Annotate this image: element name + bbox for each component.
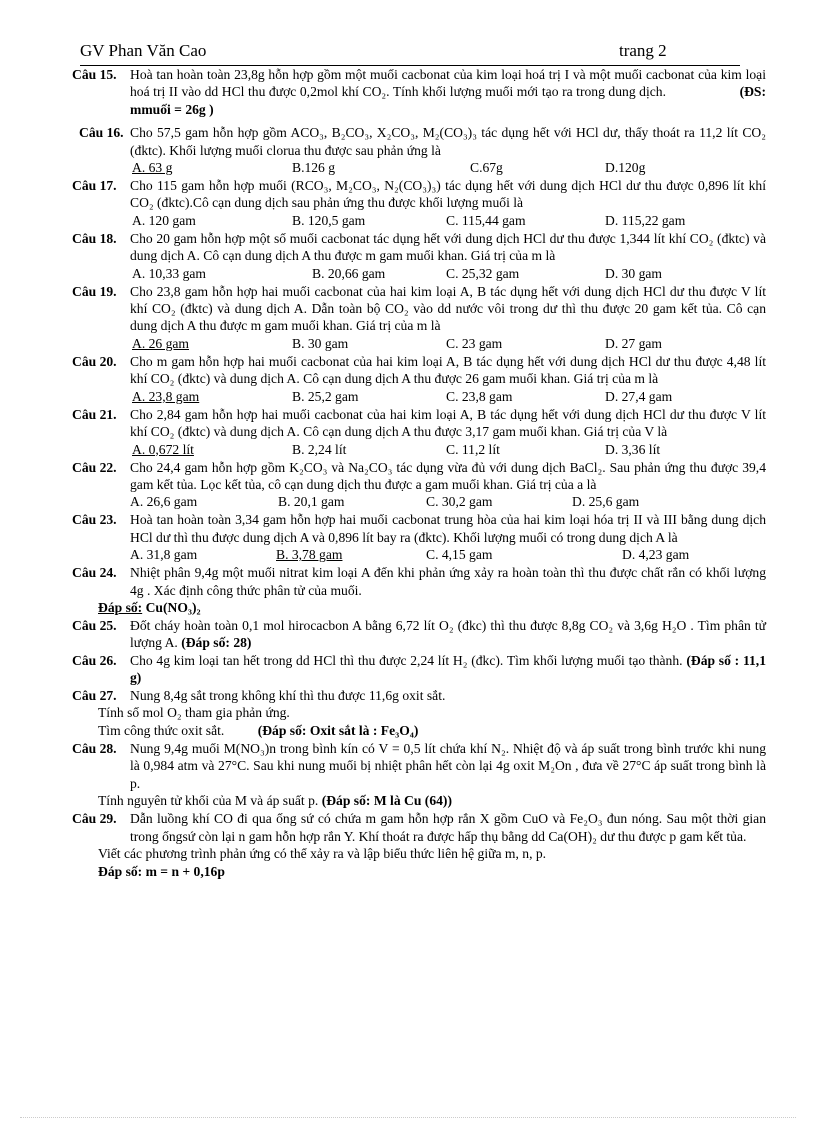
options-21 — [72, 441, 766, 459]
question-number: Câu 23. — [72, 512, 117, 528]
option-d[interactable]: D. 27,4 gam — [605, 388, 673, 404]
question-17 — [72, 177, 766, 212]
question-text: Cho m gam hỗn hợp hai muối cacbonat của hai kim loại A, B tác dụng hết với dung dịch HCl dư thu được 4,48 lít khí CO₂ (đktc) và dung dịch A. Cô cạn dung dịch A thu được 26 gam muối khan. Giá trị của m là — [130, 353, 766, 387]
option-a[interactable]: A. 120 gam — [132, 212, 196, 228]
question-29 — [72, 810, 766, 845]
question-23 — [72, 511, 766, 546]
question-28 — [72, 740, 766, 792]
question-text: Cho 20 gam hỗn hợp một số muối cacbonat tác dụng hết với dung dịch HCl dư thu được 1,344 lít khí CO₂ (đktc) và dung dịch A. Cô cạn dung dịch A thu được m gam muối khan. Giá trị của m là — [130, 230, 766, 264]
options-18 — [72, 265, 766, 283]
options-16 — [72, 159, 766, 177]
answer-text: (Đáp số: Oxit sắt là : Fe₃O₄) — [257, 722, 419, 738]
option-c[interactable]: C. 23 gam — [446, 335, 503, 351]
option-c[interactable]: C. 30,2 gam — [426, 494, 493, 510]
option-a[interactable]: A. 0,672 lít — [132, 441, 194, 457]
option-c[interactable]: C. 23,8 gam — [446, 388, 513, 404]
answer-text: (ĐS: mmuối = 26g ) — [130, 84, 766, 117]
question-20 — [72, 353, 766, 388]
option-a[interactable]: A. 26,6 gam — [130, 494, 198, 510]
question-text: Hoà tan hoàn toàn 3,34 gam hỗn hợp hai muối cacbonat trung hòa của hai kim loại hóa trị II và III bằng dung dịch HCl dư thì thu được dung dịch A và 0,896 lít bay ra (đktc). Khối lượng muối có trong dung dịch A là — [130, 512, 766, 545]
question-number: Câu 16. — [79, 125, 124, 141]
answer-text: (Đáp số: M là Cu (64)) — [321, 793, 452, 809]
option-d[interactable]: D. 3,36 lít — [605, 441, 661, 457]
question-18 — [72, 230, 766, 265]
answer-text: (Đáp số: 28) — [181, 635, 252, 651]
option-d[interactable]: D.120g — [605, 160, 646, 176]
question-number: Câu 15. — [72, 67, 117, 82]
question-number: Câu 26. — [72, 652, 117, 668]
question-27-line2: Tính số mol O₂ tham gia phản ứng. — [98, 704, 290, 720]
question-text: Hoà tan hoàn toàn 23,8g hỗn hợp gồm một muối cacbonat của kim loại hoá trị I và một muối cacbonat của kim loại hoá trị II vào dd HCl thu được 0,2mol khí CO₂. Tính khối lượng muối mới tạo ra trong dung dịch. — [130, 67, 766, 100]
question-number: Câu 28. — [72, 740, 117, 756]
option-c[interactable]: C. 4,15 gam — [426, 547, 493, 563]
page-number: trang 2 — [619, 41, 667, 60]
question-21 — [72, 406, 766, 441]
answer-text: (Đáp số : 11,1 g) — [130, 652, 766, 686]
question-text: Nung 8,4g sắt trong không khí thì thu được 11,6g oxit sắt. — [130, 687, 446, 703]
question-text: Cho 23,8 gam hỗn hợp hai muối cacbonat của hai kim loại A, B tác dụng hết với dung dịch HCl dư thu được V lít khí CO₂ (đktc) và dung dịch A. Dẫn toàn bộ CO₂ vào dd nước vôi trong dư thì thu được 20 gam kết tủa. Cô cạn dung dịch A thu được m gam muối khan. Giá trị của m là — [130, 283, 766, 334]
author-name: GV Phan Văn Cao — [80, 41, 207, 60]
question-number: Câu 27. — [72, 687, 117, 703]
option-d[interactable]: D. 25,6 gam — [572, 494, 640, 510]
option-a[interactable]: A. 26 gam — [132, 335, 190, 351]
option-c[interactable]: C. 25,32 gam — [446, 265, 520, 281]
question-text: Nung 9,4g muối M(NO₃)n trong bình kín có V = 0,5 lít chứa khí N₂. Nhiệt độ và áp suất trong bình trước khi nung là 0,984 atm và 27°C. Sau khi nung muối bị nhiệt phân hết còn lại 4g oxit M₂On , đưa về 27°C áp suất trong bình là p. — [130, 740, 766, 791]
option-d[interactable]: D. 30 gam — [605, 265, 663, 281]
option-b[interactable]: B.126 g — [292, 160, 336, 176]
question-number: Câu 21. — [72, 406, 117, 422]
question-text: Cho 2,84 gam hỗn hợp hai muối cacbonat của hai kim loại A, B tác dụng hết với dung dịch HCl dư thu được V lít khí CO₂ (đktc) và dung dịch A. Cô cạn dung dịch A thu được 3,17 gam muối khan. Giá trị của V là — [130, 406, 766, 440]
question-text: Cho 57,5 gam hỗn hợp gồm ACO₃, B₂CO₃, X₂CO₃, M₂(CO₃)₃ tác dụng hết với HCl dư, thấy thoát ra 11,2 lít CO₂ (đktc). Khối lượng muối clorua thu được sau phản ứng là — [130, 125, 766, 158]
option-a[interactable]: A. 23,8 gam — [132, 388, 200, 404]
question-number: Câu 29. — [72, 811, 117, 827]
line-text: Tìm công thức oxit sắt. — [98, 722, 225, 738]
question-text: Đốt cháy hoàn toàn 0,1 mol hirocacbon A bằng 6,72 lít O₂ (đkc) thì thu được 8,8g CO₂ và 3,6g H₂O . Tìm phân tử lượng A. — [130, 617, 766, 651]
question-number: Câu 17. — [72, 178, 117, 194]
option-b[interactable]: B. 3,78 gam — [276, 547, 343, 563]
options-22 — [72, 493, 766, 511]
question-text: Nhiệt phân 9,4g một muối nitrat kim loại A đến khi phản ứng xảy ra hoàn toàn thì thu được chất rắn có khối lượng 4g . Xác định công thức phân tử của muối. — [130, 565, 766, 598]
question-text: Cho 115 gam hỗn hợp muối (RCO₃, M₂CO₃, N₂(CO₃)₃) tác dụng hết với dung dịch HCl dư thu được 0,896 lít khí CO₂ (đktc).Cô cạn dung dịch sau phản ứng thu được khối lượng muối là — [130, 178, 766, 211]
option-c[interactable]: C. 11,2 lít — [446, 441, 500, 457]
line-text: Tính nguyên tử khối của M và áp suất p. — [98, 793, 319, 809]
option-c[interactable]: C.67g — [470, 160, 503, 176]
option-a[interactable]: A. 31,8 gam — [130, 547, 198, 563]
option-a[interactable]: A. 63 g — [132, 160, 173, 176]
answer-label: Đáp số: — [98, 599, 143, 615]
question-15 — [72, 66, 766, 118]
question-number: Câu 25. — [72, 617, 117, 633]
option-a[interactable]: A. 10,33 gam — [132, 265, 207, 281]
question-16 — [72, 124, 766, 159]
option-b[interactable]: B. 20,66 gam — [312, 265, 386, 281]
answer-text: Đáp số: m = n + 0,16p — [98, 864, 225, 879]
question-text: Cho 24,4 gam hỗn hợp gồm K₂CO₃ và Na₂CO₃ tác dụng vừa đủ với dung dịch BaCl₂. Sau phản ứng thu được 39,4 gam kết tủa. Lọc kết tủa, cô cạn dung dịch thu được a gam muối khan. Giá trị của a là — [130, 459, 766, 492]
options-19 — [72, 335, 766, 353]
option-b[interactable]: B. 30 gam — [292, 335, 349, 351]
option-d[interactable]: D. 115,22 gam — [605, 212, 686, 228]
question-28-line2 — [72, 792, 766, 810]
option-b[interactable]: B. 20,1 gam — [278, 494, 345, 510]
question-29-line2: Viết các phương trình phản ứng có thể xảy ra và lập biểu thức liên hệ giữa m, n, p. — [98, 846, 547, 861]
question-25 — [72, 617, 766, 652]
answer-29 — [72, 863, 766, 881]
document-body — [72, 66, 766, 881]
option-b[interactable]: B. 25,2 gam — [292, 388, 359, 404]
question-number: Câu 19. — [72, 283, 117, 299]
footer-divider — [20, 1117, 796, 1118]
answer-text: Cu(NO₃)₂ — [145, 599, 201, 615]
question-19 — [72, 283, 766, 335]
question-22 — [72, 459, 766, 494]
question-text: Dẫn luồng khí CO đi qua ống sứ có chứa m gam hỗn hợp rắn X gồm CuO và Fe₂O₃ đun nóng. Sau một thời gian trong ốngsứ còn lại n gam hỗn hợp rắn Y. Khí thoát ra được hấp thụ bằng dd Ca(OH)₂ dư thu được p gam kết tủa. — [130, 811, 766, 844]
options-20 — [72, 388, 766, 406]
option-b[interactable]: B. 2,24 lít — [292, 441, 347, 457]
option-b[interactable]: B. 120,5 gam — [292, 212, 366, 228]
question-27 — [72, 687, 766, 704]
options-17 — [72, 212, 766, 230]
question-26 — [72, 652, 766, 687]
options-23 — [72, 546, 766, 564]
question-number: Câu 24. — [72, 565, 117, 581]
option-c[interactable]: C. 115,44 gam — [446, 212, 526, 228]
question-number: Câu 22. — [72, 459, 117, 475]
answer-24 — [72, 599, 766, 617]
question-number: Câu 18. — [72, 230, 117, 246]
option-d[interactable]: D. 4,23 gam — [622, 547, 690, 563]
question-27-line3 — [72, 722, 766, 740]
option-d[interactable]: D. 27 gam — [605, 335, 663, 351]
question-number: Câu 20. — [72, 353, 117, 369]
question-text: Cho 4g kim loại tan hết trong dd HCl thì thu được 2,24 lít H₂ (đkc). Tìm khối lượng muối tạo thành. — [130, 652, 683, 668]
page-header — [80, 41, 740, 66]
question-24 — [72, 564, 766, 599]
